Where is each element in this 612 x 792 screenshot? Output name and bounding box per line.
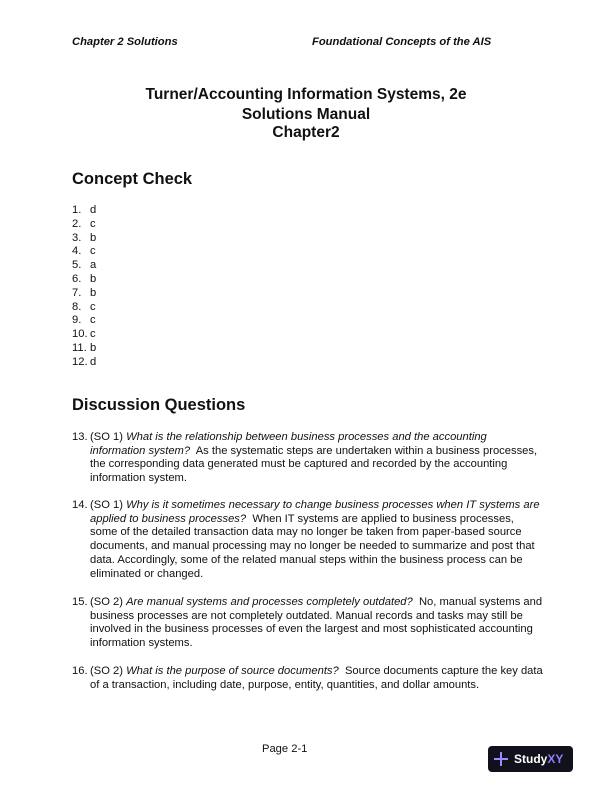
question-16: 16. (SO 2) What is the purpose of source documents? Source documents capture the key data of a transaction, including date, purpose, entity, quantities, and dollar amounts. xyxy=(72,665,543,691)
answer-text: No, manual systems and business processes are not completely outdated. Manual records and tasks may still be involved in the business processes of even the largest and most sophisticated accounting information systems. xyxy=(90,596,543,650)
question-text: What is the relationship between business processes and the accounting information system? xyxy=(90,431,487,457)
discussion-questions-heading: Discussion Questions xyxy=(72,396,246,414)
running-header-left: Chapter 2 Solutions xyxy=(72,36,178,48)
list-item: 5. a xyxy=(72,259,97,272)
question-14: 14. (SO 1) Why is it sometimes necessary to change business processes when IT systems are applied to business processes? When IT systems are applied to business processes, some of the detailed transaction data may no longer be taken from paper-based source documents, and manual processing may no longer be needed to summarize and post that data. Accordingly, some of the related manual steps within the business process can be eliminated or changed. xyxy=(72,499,540,580)
question-15: 15. (SO 2) Are manual systems and processes completely outdated? No, manual systems and business processes are not completely outdated. Manual records and tasks may still be involved in the business processes of even the largest and most sophisticated accounting information systems. xyxy=(72,596,543,650)
running-header-right: Foundational Concepts of the AIS xyxy=(312,36,492,48)
list-item: 1. d xyxy=(72,204,97,216)
answer-text: As the systematic steps are undertaken within a business processes, the corresponding data generated must be captured and recorded by the accounting information system. xyxy=(90,444,538,485)
concept-check-heading: Concept Check xyxy=(72,170,193,188)
concept-check-list xyxy=(72,204,96,370)
list-item: 12. d xyxy=(72,355,97,368)
list-item: 8. c xyxy=(72,300,96,313)
list-item: 6. b xyxy=(72,272,97,285)
list-item: 10. c xyxy=(72,328,96,341)
question-text: Are manual systems and processes completely outdated? xyxy=(126,596,413,608)
plus-icon xyxy=(494,752,508,766)
answer-text: When IT systems are applied to business processes, some of the detailed transaction data may no longer be taken from paper-based source documents, and manual processing may no longer be needed to summarize and post that data. Accordingly, some of the related manual steps within the business process can be eliminated or changed. xyxy=(90,512,535,580)
question-text: What is the purpose of source documents? xyxy=(126,665,339,677)
chapter-title: Chapter2 xyxy=(272,124,340,141)
list-item: 2. c xyxy=(72,217,96,230)
list-item: 4. c xyxy=(72,245,96,258)
document-title: Turner/Accounting Information Systems, 2e xyxy=(145,86,467,103)
question-text: Why is it sometimes necessary to change business processes when IT systems are applied to business processes? xyxy=(90,499,540,525)
page-number: Page 2-1 xyxy=(262,743,308,755)
list-item: 7. b xyxy=(72,286,97,299)
list-item: 9. c xyxy=(72,314,96,327)
answer-text: Source documents capture the key data of a transaction, including date, purpose, entity, quantities, and dollar amounts. xyxy=(90,665,543,691)
question-13: 13. (SO 1) What is the relationship between business processes and the accounting information system? As the systematic steps are undertaken within a business processes, the corresponding data generated must be captured and recorded by the accounting information system. xyxy=(72,431,538,485)
studyxy-badge[interactable]: Study XY xyxy=(488,746,573,772)
list-item: 3. b xyxy=(72,231,97,244)
list-item: 11. b xyxy=(72,341,97,354)
document-subtitle: Solutions Manual xyxy=(241,106,371,123)
